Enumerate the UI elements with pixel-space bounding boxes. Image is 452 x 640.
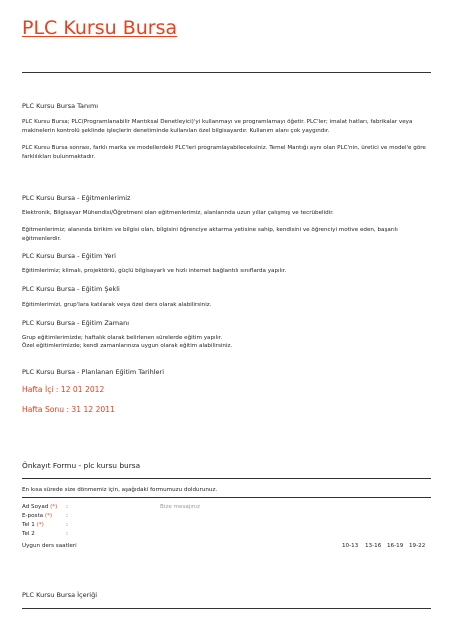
footer-divider	[22, 608, 431, 609]
paragraph-zaman-1: Grup eğitimlerimizde; haftalık olarak belirlenen sürelerde eğitim yapılır.	[22, 335, 223, 341]
hours-option-10-13[interactable]: 10-13	[342, 543, 359, 549]
title-divider	[22, 72, 431, 73]
hours-option-19-22[interactable]: 19-22	[409, 543, 426, 549]
form-title: Önkayıt Formu - plc kursu bursa	[22, 461, 141, 470]
field-colon: :	[66, 504, 68, 510]
section-heading-yer: PLC Kursu Bursa - Eğitim Yeri	[22, 252, 116, 260]
form-top-divider	[22, 478, 431, 479]
field-label-eposta: E-posta (*)	[22, 513, 53, 519]
section-heading-egitmen: PLC Kursu Bursa - Eğitmenlerimiz	[22, 194, 131, 202]
field-label-tel1: Tel 1 (*)	[22, 522, 44, 528]
required-marker: (*)	[50, 504, 58, 510]
required-marker: (*)	[44, 513, 53, 519]
hours-label: Uygun ders saatleri	[22, 543, 77, 549]
paragraph-egitmen-1: Elektronik, Bilgisayar Mühendisi/Öğretmeni olan eğitmenlerimiz, alanlarında uzun yıllar çalışmış ve tecrübelidir.	[22, 210, 334, 216]
section-heading-tanim: PLC Kursu Bursa Tanımı	[22, 102, 99, 110]
paragraph-zaman-2: Özel eğitimlerimizde; kendi zamanlarınıza uygun olarak eğitim alabilirsiniz.	[22, 343, 233, 349]
paragraph-tanim-1: PLC Kursu Bursa; PLC(Programlanabilir Mantıksal Denetleyici)'yi kullanmayı ve programlamayı öğetir. PLC'ler; imalat hatları, fabrikalar veya makinelerin kontrolü şeklinde işleçlerin denetiminde kullanılan özel bilgisayardır. Kullanım alanı çok yaygındır.	[22, 119, 413, 134]
paragraph-tanim-2: PLC Kursu Bursa sonrası, farklı marka ve modellerdeki PLC'leri programlayabileceksiniz. Temel Mantığı aynı olan PLC'nin, üretici ve model'e göre farklılıkları bulunmaktadır.	[22, 145, 426, 160]
paragraph-egitmen-2: Eğitmenlerimiz; alanında birikim ve bilgisi olan, bilgisini öğrenciye aktarma yetisine sahip, kendisini ve öğrenciyi motive eden, başarılı eğitmenlerdir.	[22, 227, 398, 242]
field-label-ad-soyad: Ad Soyad (*)	[22, 504, 58, 510]
paragraph-yer-1: Eğitimlerimiz; klimalı, projektörlü, güçlü bilgisayarlı ve hızlı internet bağlantılı sınıflarda yapılır.	[22, 268, 287, 274]
hours-option-13-16[interactable]: 13-16	[365, 543, 382, 549]
section-heading-icerik: PLC Kursu Bursa İçeriği	[22, 591, 98, 599]
required-marker: (*)	[36, 522, 44, 528]
hours-option-16-19[interactable]: 16-19	[387, 543, 404, 549]
page-title[interactable]: PLC Kursu Bursa	[22, 17, 178, 39]
field-colon: :	[66, 531, 68, 537]
section-heading-zaman: PLC Kursu Bursa - Eğitim Zamanı	[22, 319, 130, 327]
form-intro-divider	[22, 497, 431, 498]
section-heading-sekil: PLC Kursu Bursa - Eğitim Şekli	[22, 285, 120, 293]
paragraph-sekil-1: Eğitimlerimizi, grup'lara katılarak veya özel ders olarak alabilirsiniz.	[22, 302, 212, 308]
section-heading-tarih: PLC Kursu Bursa - Planlanan Eğitim Tarihleri	[22, 368, 165, 376]
form-intro: En kısa sürede size dönmemiz için, aşağıdaki formumuzu doldurunuz.	[22, 487, 218, 493]
field-colon: :	[66, 513, 68, 519]
date-weekday: Hafta İçi : 12 01 2012	[22, 385, 105, 394]
message-textarea[interactable]: Bize mesajınız	[160, 504, 200, 510]
date-weekend: Hafta Sonu : 31 12 2011	[22, 405, 115, 414]
field-colon: :	[66, 522, 68, 528]
field-label-tel2: Tel 2	[22, 531, 35, 537]
